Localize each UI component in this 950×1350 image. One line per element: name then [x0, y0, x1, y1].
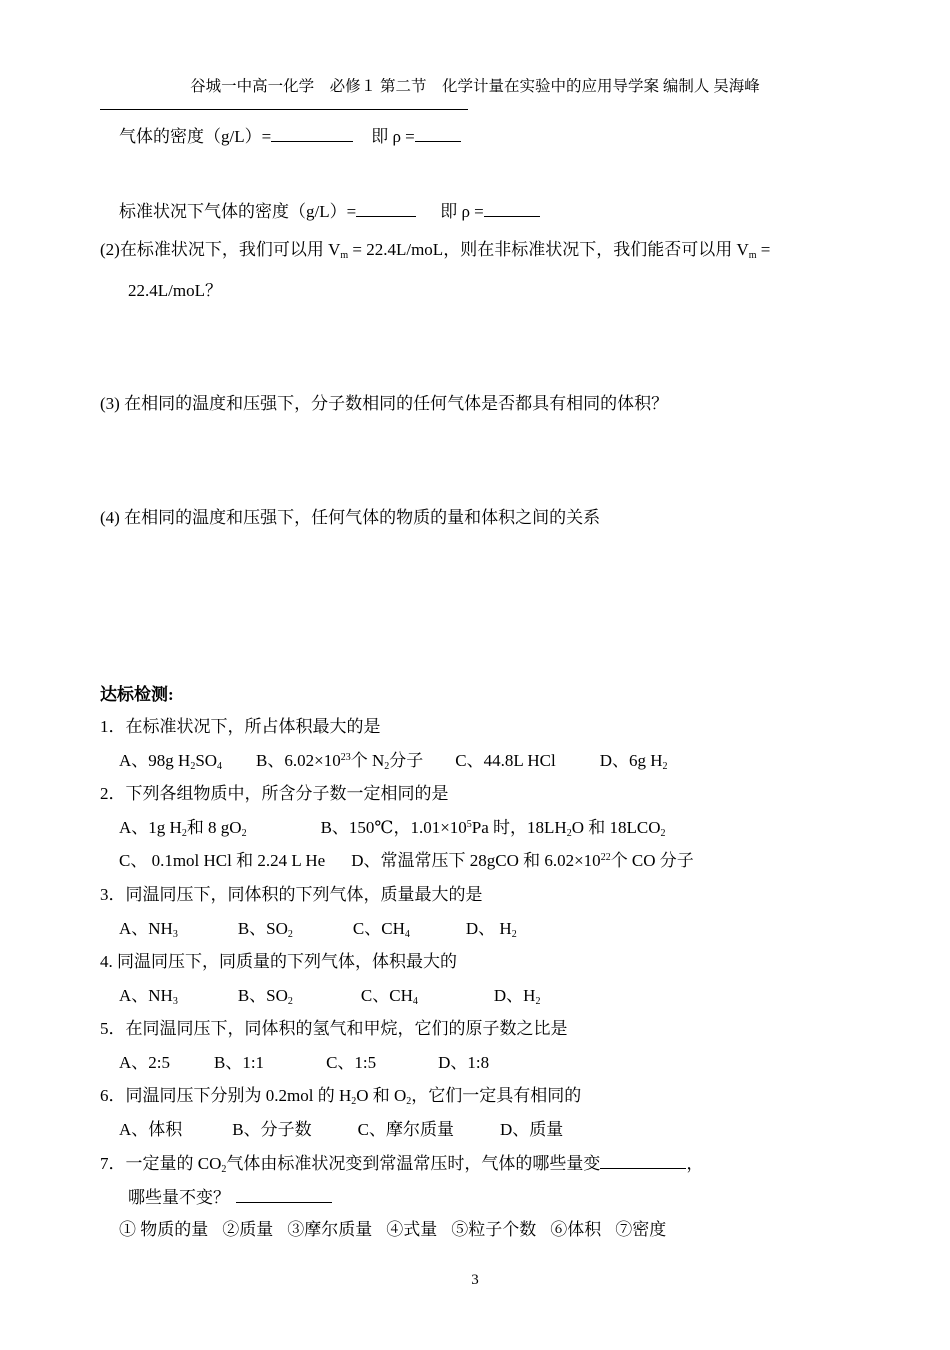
option-a[interactable]: A、$NH_3$ [119, 986, 178, 1007]
std-density-rho-label: 即 ρ = [440, 202, 484, 221]
option-b[interactable]: B、150℃，$1.01\times 10^5Pa$ 时，$18LH_2O$ 和 $18LCO_2$ [320, 818, 666, 839]
option-b[interactable]: B、$SO_2$ [237, 986, 293, 1007]
density-blank[interactable] [271, 127, 353, 142]
mc-question-2-options-row2 [119, 846, 694, 871]
std-density-rho-blank[interactable] [484, 202, 540, 217]
mc-question-5-options [119, 1048, 489, 1073]
density-line [119, 122, 461, 147]
unchanged-quantities-blank[interactable] [236, 1188, 332, 1203]
mc-question-6-stem: 6．同温同压下分别为 0.2mol 的 $H_2O$ 和 $O_2$，它们一定具有相同的 [100, 1086, 582, 1107]
option-d[interactable]: D、质量 [499, 1120, 564, 1139]
std-density-line [119, 197, 540, 222]
option-c[interactable]: C、1:5 [326, 1053, 377, 1072]
question-4: (4) 在相同的温度和压强下，任何气体的物质的量和体积之间的关系 [100, 508, 601, 527]
mc-question-1-options [119, 746, 668, 771]
option-c[interactable]: C、$CH_4$ [360, 986, 418, 1007]
option-a[interactable]: A、$NH_3$ [119, 919, 178, 940]
option-b[interactable]: B、分子数 [232, 1120, 312, 1139]
option-a[interactable]: A、体积 [119, 1120, 183, 1139]
option-d[interactable]: D、$H_2$ [493, 986, 541, 1007]
option-d[interactable]: D、 $H_2$ [465, 919, 517, 940]
mc-question-6-options [119, 1115, 563, 1140]
mc-question-5-stem: 5．在同温同压下，同体积的氢气和甲烷，它们的原子数之比是 [100, 1019, 568, 1038]
quantity-option: ③摩尔质量 [287, 1220, 373, 1239]
option-d[interactable]: D、常温常压下 28gCO 和 $6.02\times 10^{22}$个 CO 分子 [351, 851, 694, 870]
page-number: 3 [471, 1272, 479, 1288]
question-2-line2: 22.4L/moL？ [128, 281, 222, 300]
page-header: 谷城一中高一化学 必修１ 第二节 化学计量在实验中的应用导学案 编制人 吴海峰 [190, 78, 760, 95]
mc-question-4-stem: 4. 同温同压下，同质量的下列气体，体积最大的 [100, 952, 457, 971]
mc-question-4-options [119, 981, 540, 1006]
option-c[interactable]: C、44.8L HCl [455, 751, 556, 770]
mc-question-3-stem: 3．同温同压下，同体积的下列气体，质量最大的是 [100, 885, 483, 904]
option-c[interactable]: C、摩尔质量 [357, 1120, 454, 1139]
std-density-label: 标准状况下气体的密度（g/L）= [119, 202, 357, 221]
option-a[interactable]: A、1g $H_2$和 8 $gO_2$ [119, 818, 247, 839]
quantity-option: ⑦密度 [615, 1220, 667, 1239]
option-b[interactable]: B、$6.02\times 10^{23}$个 $N_2$分子 [256, 751, 424, 772]
question-3: (3) 在相同的温度和压强下，分子数相同的任何气体是否都具有相同的体积？ [100, 394, 669, 413]
option-b[interactable]: B、$SO_2$ [237, 919, 293, 940]
density-rho-label: 即 ρ = [371, 127, 415, 146]
option-d[interactable]: D、1:8 [438, 1053, 490, 1072]
option-b[interactable]: B、1:1 [214, 1053, 265, 1072]
section-title: 达标检测: [100, 685, 174, 704]
option-a[interactable]: A、2:5 [119, 1053, 170, 1072]
density-label: 气体的密度（g/L）= [119, 127, 272, 146]
quantity-option: ① 物质的量 [119, 1220, 209, 1239]
changed-quantities-blank[interactable] [600, 1154, 686, 1169]
option-d[interactable]: D、6g $H_2$ [599, 751, 668, 772]
option-a[interactable]: A、98g $H_2SO_4$ [119, 751, 223, 772]
mc-question-3-options [119, 914, 517, 939]
quantity-option: ⑥体积 [550, 1220, 602, 1239]
option-c[interactable]: C、 0.1mol HCl 和 2.24 L He [119, 851, 326, 870]
option-c[interactable]: C、$CH_4$ [352, 919, 410, 940]
density-rho-blank[interactable] [415, 127, 461, 142]
mc-question-2-stem: 2．下列各组物质中，所含分子数一定相同的是 [100, 784, 449, 803]
mc-question-1-stem: 1．在标准状况下，所占体积最大的是 [100, 717, 381, 736]
mc-question-7-stem: 7．一定量的 $CO_2$气体由标准状况变到常温常压时，气体的哪些量变 ， [100, 1154, 704, 1175]
quantity-option: ④式量 [386, 1220, 438, 1239]
mc-question-7-options [119, 1215, 666, 1240]
quantity-option: ②质量 [222, 1220, 274, 1239]
std-density-blank[interactable] [356, 202, 416, 217]
quantity-option: ⑤粒子个数 [451, 1220, 537, 1239]
mc-question-2-options-row1 [119, 813, 666, 838]
mc-question-7-line2: 哪些量不变？ [128, 1183, 332, 1208]
question-2-line1: (2)在标准状况下，我们可以用 $V_m = 22.4L/moL$，则在非标准状况下，我们能否可以用 $V_m$ = [100, 240, 771, 261]
header-divider [100, 109, 468, 110]
